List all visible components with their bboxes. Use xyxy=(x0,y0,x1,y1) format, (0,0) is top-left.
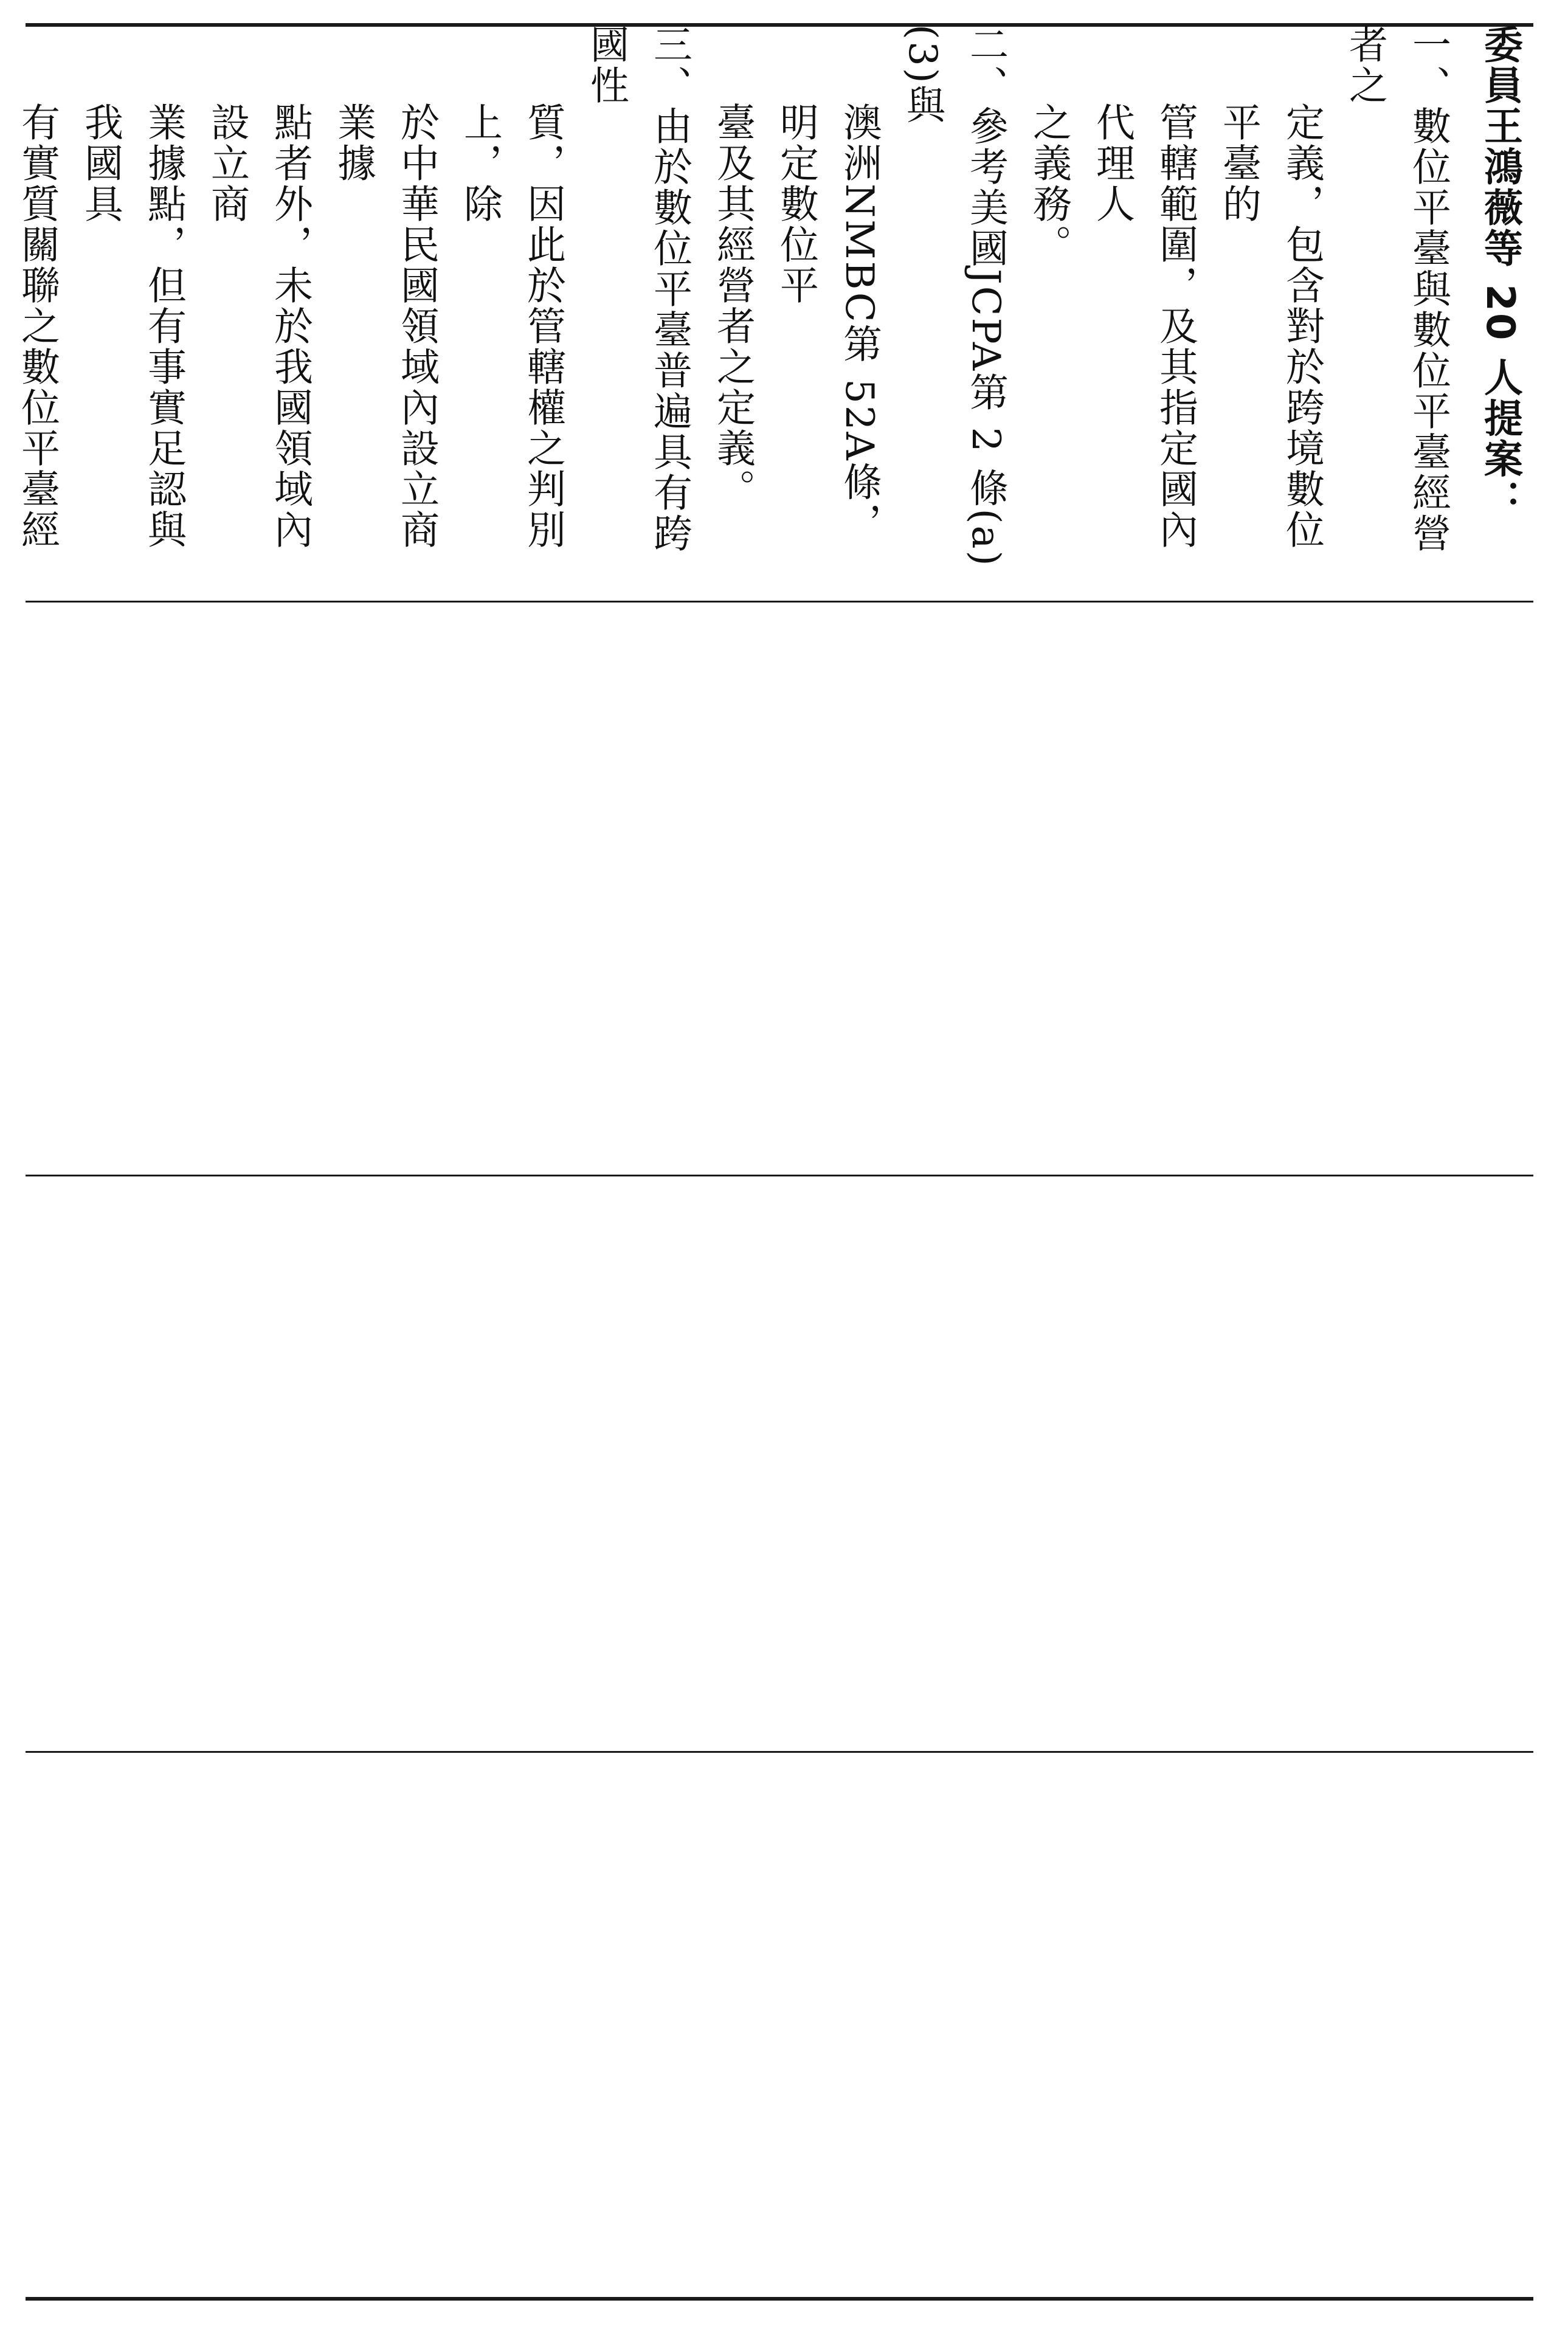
section-divider-2 xyxy=(26,1175,1533,1176)
item-1-line-3: 管轄範圍，及其指定國內代理人 xyxy=(1090,102,1198,550)
item-2-line-3: 臺及其經營者之定義。 xyxy=(710,102,755,509)
item-1 xyxy=(1017,24,1460,584)
section-divider-3 xyxy=(26,1751,1533,1753)
item-1-line-4: 之義務。 xyxy=(1026,102,1071,265)
item-3 xyxy=(0,24,701,584)
item-3-line-1: 三、由於數位平臺普遍具有跨國性 xyxy=(584,24,692,554)
item-2-line-2: 澳洲NMBC第 52A條，明定數位平 xyxy=(773,102,882,544)
item-2 xyxy=(701,24,1017,584)
section-divider-1 xyxy=(26,601,1533,603)
item-3-line-4: 點者外，未於我國領域內設立商 xyxy=(204,102,313,550)
item-1-line-2: 定義，包含對於跨境數位平臺的 xyxy=(1216,102,1324,550)
item-3-line-5: 業據點，但有事實足認與我國具 xyxy=(78,102,186,550)
bottom-rule xyxy=(26,2297,1533,2301)
proposal-text xyxy=(0,24,1532,584)
proposal-heading: 委員王鴻薇等 20 人提案： xyxy=(1477,24,1522,520)
item-3-line-2: 質，因此於管轄權之判別上，除 xyxy=(457,102,565,550)
item-3-line-6: 有實質關聯之數位平臺經 xyxy=(15,102,60,550)
item-2-line-1: 二、參考美國JCPA第 2 條(a)(3)與 xyxy=(900,24,1008,568)
item-3-line-3: 於中華民國領域內設立商業據 xyxy=(331,102,439,550)
item-1-line-1: 一、數位平臺與數位平臺經營者之 xyxy=(1342,24,1451,554)
